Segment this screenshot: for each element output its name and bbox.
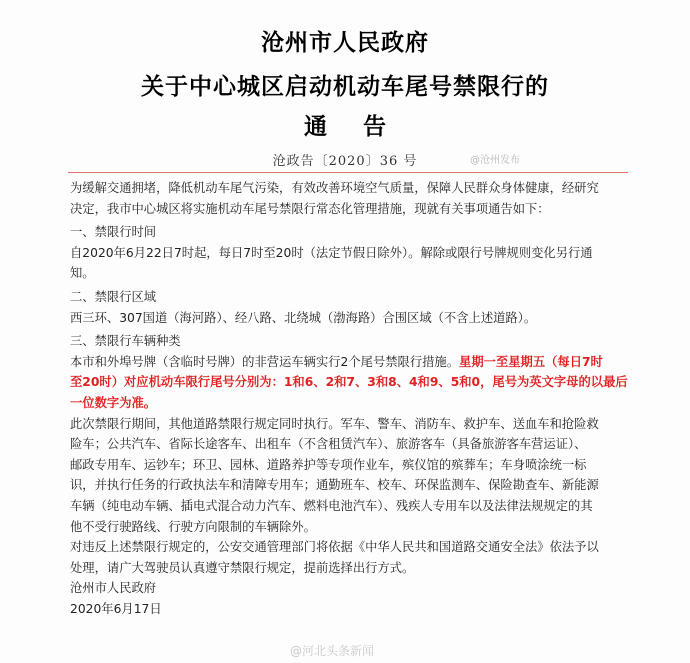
section-text: 险车；公共汽车、省际长途客车、出租车（不含租赁汽车）、旅游客车（具备旅游客车营运证）、 (70, 437, 587, 452)
section-text: 他不受行驶路线、行驶方向限制的车辆除外。 (70, 519, 316, 534)
section-heading-vehicles: 三、禁限行车辆种类 (70, 334, 181, 349)
closing-text: 对违反上述禁限行规定的，公安交通管理部门将依据《中华人民共和国道路交通安全法》依法予以 (70, 540, 599, 555)
section-text: 车辆（纯电动车辆、插电式混合动力汽车、燃料电池汽车）、残疾人专用车以及法律法规规定的其 (70, 498, 593, 513)
subject-title: 关于中心城区启动机动车尾号禁限行的 (141, 74, 549, 100)
section-text: 知。 (70, 266, 95, 281)
section-text: 此次禁限行期间，其他道路禁限行规定同时执行。军车、警车、消防车、救护车、送血车和抢险救 (70, 416, 599, 431)
intro-line: 决定，我市中心城区将实施机动车尾号禁限行常态化管理措施，现就有关事项通告如下： (70, 201, 550, 216)
header-divider (68, 172, 628, 173)
closing-text: 处理，请广大驾驶员认真遵守禁限行规定，提前选择出行方式。 (70, 560, 415, 575)
watermark-bottom: @河北头条新闻 (290, 644, 375, 658)
section-text: 自2020年6月22日7时起，每日7时至20时（法定节假日除外）。解除或限行号牌规则变化另行通 (70, 245, 593, 260)
highlight-text: 至20时）对应机动车限行尾号分别为：1和6、2和7、3和8、4和9、5和0，尾号为英文字母的以最后 (70, 375, 628, 390)
highlight-text: 一位数字为准。 (70, 395, 157, 410)
section-text: 识，并执行任务的行政执法车和清障专用车；通勤班车、校车、环保监测车、保险勘查车、新能源 (70, 478, 599, 493)
section-text: 西三环、307国道（海河路）、经八路、北绕城（渤海路）合围区域（不含上述道路）。 (70, 310, 537, 325)
notice-body (70, 178, 636, 619)
section-heading-time: 一、禁限行时间 (70, 225, 157, 240)
issuer-title: 沧州市人民政府 (261, 30, 429, 56)
section-heading-area: 二、禁限行区域 (70, 289, 157, 304)
section-text (70, 352, 636, 373)
intro-line: 为缓解交通拥堵，降低机动车尾气污染，有效改善环境空气质量，保障人民群众身体健康，经研究 (70, 181, 599, 195)
signature-issuer: 沧州市人民政府 (70, 581, 157, 596)
signature-date: 2020年6月17日 (70, 601, 162, 616)
watermark-top: @沧州发布 (470, 155, 520, 166)
plain-text: 本市和外埠号牌（含临时号牌）的非营运车辆实行2个尾号禁限行措施。 (70, 354, 460, 369)
notice-title: 通告 (304, 114, 422, 140)
highlight-text: 星期一至星期五（每日7时 (459, 354, 603, 369)
document-number: 沧政告〔2020〕36 号 (272, 154, 418, 169)
section-text: 邮政专用车、运钞车；环卫、园林、道路养护等专项作业车，殡仪馆的殡葬车；车身喷涂统一标 (70, 457, 587, 472)
